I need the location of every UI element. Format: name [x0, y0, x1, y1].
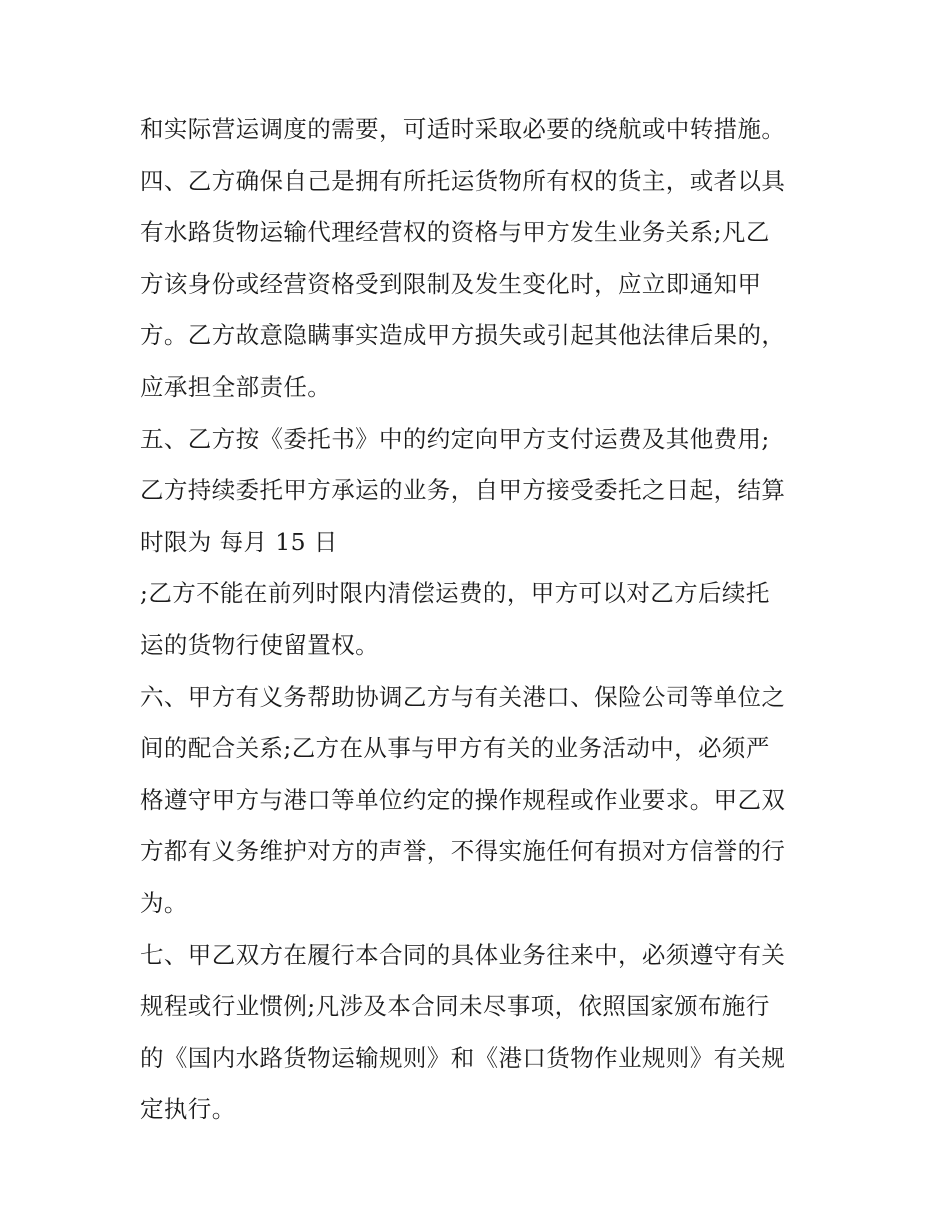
text-line: 四、乙方确保自己是拥有所托运货物所有权的货主，或者以具: [140, 166, 786, 195]
text-line: 的《国内水路货物运输规则》和《港口货物作业规则》有关规: [140, 1043, 786, 1072]
text-line: 定执行。: [140, 1095, 236, 1124]
text-line: 六、甲方有义务帮助协调乙方与有关港口、保险公司等单位之: [140, 682, 786, 711]
text-line: 乙方持续委托甲方承运的业务，自甲方接受委托之日起，结算: [140, 476, 786, 505]
text-line: 和实际营运调度的需要，可适时采取必要的绕航或中转措施。: [140, 115, 786, 143]
text-line: 方。乙方故意隐瞒事实造成甲方损失或引起其他法律后果的，: [140, 321, 786, 350]
text-line: 方都有义务维护对方的声誉，不得实施任何有损对方信誉的行: [140, 837, 786, 866]
text-line: 应承担全部责任。: [140, 372, 332, 401]
text-line: 运的货物行使留置权。: [140, 630, 379, 659]
text-line: 间的配合关系;乙方在从事与甲方有关的业务活动中，必须严: [140, 734, 770, 763]
text-line: ;乙方不能在前列时限内清偿运费的，甲方可以对乙方后续托: [140, 579, 770, 608]
text-line: 七、甲乙双方在履行本合同的具体业务往来中，必须遵守有关: [140, 940, 786, 969]
text-line: 为。: [140, 888, 188, 917]
text-line: 格遵守甲方与港口等单位约定的操作规程或作业要求。甲乙双: [140, 785, 786, 814]
text-line: 规程或行业惯例;凡涉及本合同未尽事项，依照国家颁布施行: [140, 992, 770, 1021]
document-body: [140, 104, 830, 1136]
text-line: 时限为 每月 15 日: [140, 527, 338, 556]
text-line: 方该身份或经营资格受到限制及发生变化时，应立即通知甲: [140, 269, 762, 298]
text-line: 五、乙方按《委托书》中的约定向甲方支付运费及其他费用;: [140, 424, 770, 453]
text-line: 有水路货物运输代理经营权的资格与甲方发生业务关系;凡乙: [140, 218, 770, 247]
